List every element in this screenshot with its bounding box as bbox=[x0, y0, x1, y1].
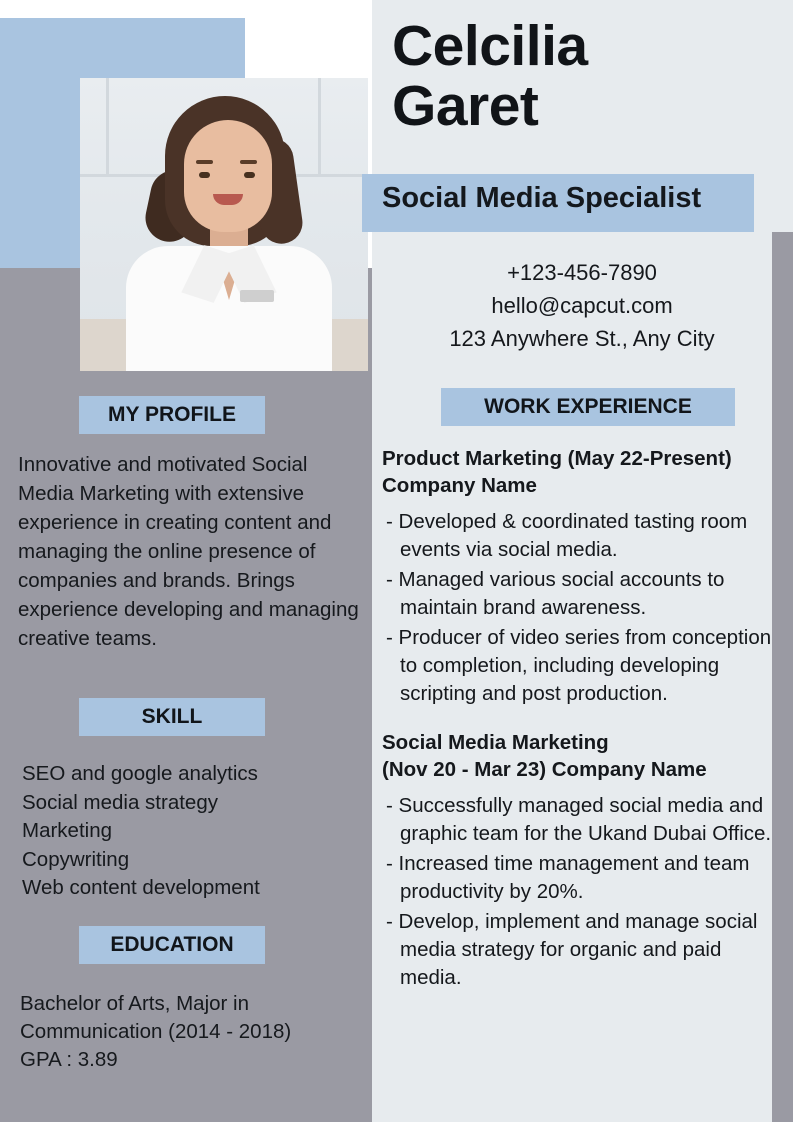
section-heading-education: EDUCATION bbox=[79, 926, 265, 964]
contact-address: 123 Anywhere St., Any City bbox=[449, 326, 715, 351]
job-company: Company Name bbox=[382, 474, 537, 497]
education-degree: Bachelor of Arts, Major in bbox=[20, 992, 250, 1015]
job-bullets bbox=[382, 508, 786, 708]
skill-list bbox=[22, 760, 362, 903]
work-experience-list bbox=[382, 446, 786, 994]
job-title: Social Media Specialist bbox=[382, 182, 702, 214]
contact-phone: +123-456-7890 bbox=[507, 260, 657, 285]
job-company: (Nov 20 - Mar 23) Company Name bbox=[382, 758, 707, 781]
job-role: Social Media Marketing bbox=[382, 731, 609, 754]
photo-wall-line bbox=[106, 78, 109, 174]
list-item: - Developed & coordinated tasting room events via social media. bbox=[386, 510, 748, 561]
list-item: SEO and google analytics bbox=[22, 762, 258, 785]
job-bullets bbox=[382, 792, 786, 992]
photo-face bbox=[184, 120, 272, 232]
education-field: Communication (2014 - 2018) bbox=[20, 1020, 292, 1043]
education-block bbox=[20, 990, 360, 1074]
photo-wall-line bbox=[318, 78, 321, 174]
job-entry bbox=[382, 730, 786, 992]
list-item: - Successfully managed social media and graphic team for the Ukand Dubai Office. bbox=[386, 794, 772, 845]
list-item: Social media strategy bbox=[22, 790, 218, 814]
name-block bbox=[392, 16, 772, 136]
section-heading-work-experience: WORK EXPERIENCE bbox=[441, 388, 735, 426]
profile-photo bbox=[80, 78, 368, 371]
contact-email: hello@capcut.com bbox=[491, 293, 673, 318]
first-name: Celcilia bbox=[392, 14, 588, 78]
photo-eye bbox=[199, 172, 210, 178]
list-item: Copywriting bbox=[22, 847, 130, 871]
education-gpa: GPA : 3.89 bbox=[20, 1048, 118, 1071]
list-item: - Managed various social accounts to maintain brand awareness. bbox=[386, 568, 725, 619]
last-name: Garet bbox=[392, 74, 539, 138]
job-entry bbox=[382, 446, 786, 708]
photo-eyebrow bbox=[196, 160, 213, 164]
list-item: - Producer of video series from conception to completion, including developing scripting and post production. bbox=[386, 626, 772, 705]
list-item: Marketing bbox=[22, 819, 113, 842]
list-item: - Increased time management and team productivity by 20%. bbox=[386, 852, 750, 903]
list-item: Web content development bbox=[22, 876, 260, 899]
photo-eyebrow bbox=[240, 160, 257, 164]
contact-block bbox=[382, 256, 782, 355]
section-heading-skill: SKILL bbox=[79, 698, 265, 736]
profile-text: Innovative and motivated Social Media Marketing with extensive experience in creating content and managing the online presence of companies and brands. Brings experience developing and managing creative teams. bbox=[18, 453, 359, 650]
photo-eye bbox=[244, 172, 255, 178]
job-role: Product Marketing (May 22-Present) bbox=[382, 447, 732, 470]
section-heading-profile: MY PROFILE bbox=[79, 396, 265, 434]
photo-name-badge bbox=[240, 290, 274, 302]
list-item: - Develop, implement and manage social media strategy for organic and paid media. bbox=[386, 910, 758, 989]
